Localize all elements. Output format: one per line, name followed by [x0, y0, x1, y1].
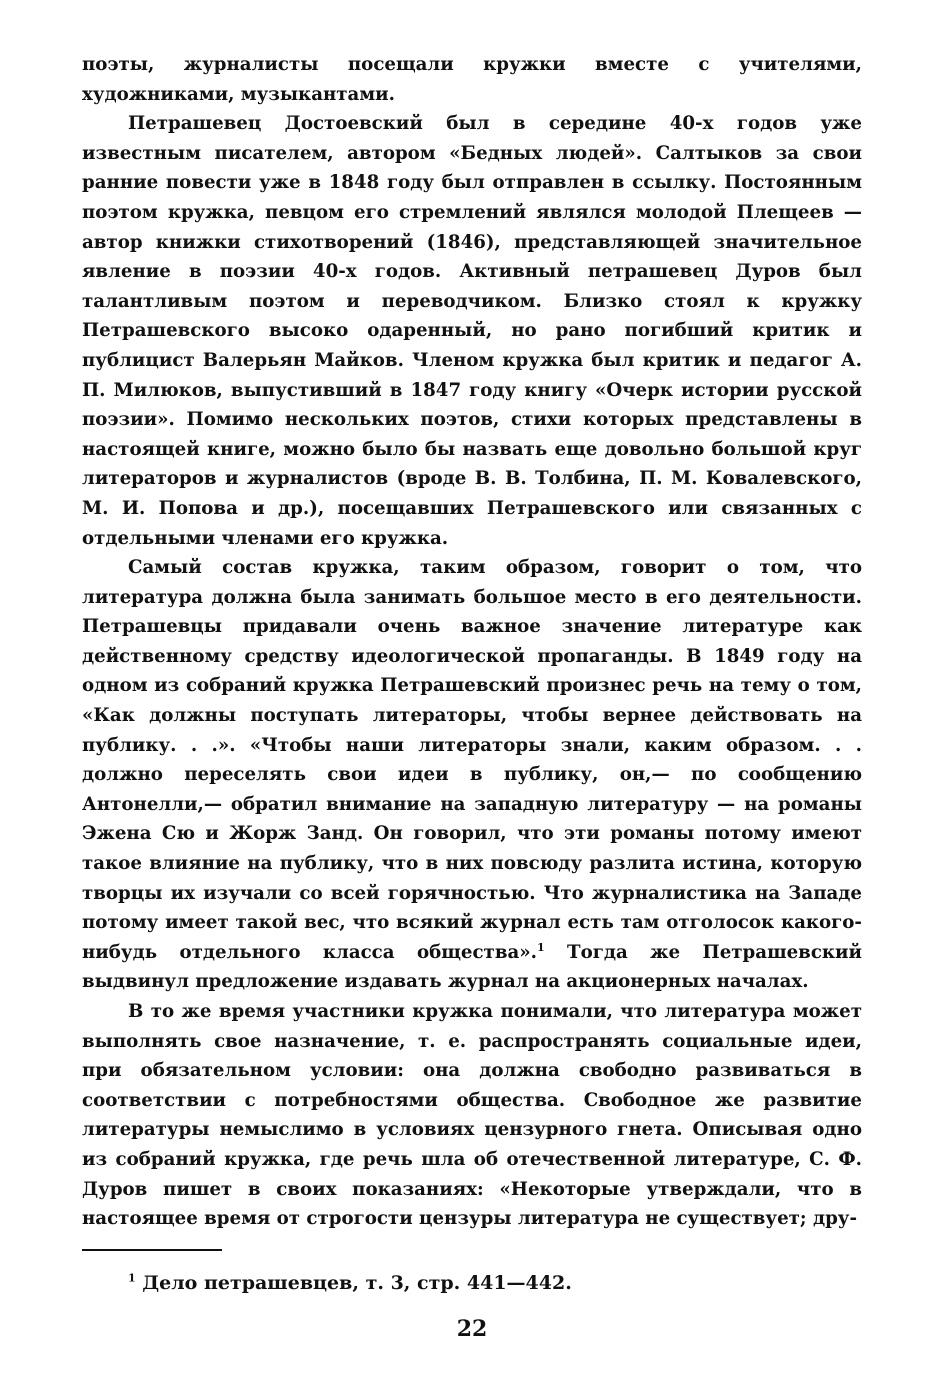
paragraph-censorship: В то же время участники кружка понимали, что литература может выполнять свое назначение, т. е. распространять социальные идеи, при обязательном условии: она должна свободно развиваться в соответствии с потребностями общества. Свободное же развитие литературы немыслимо в условиях цензурного гнета. Описывая одно из собраний кружка, где речь шла об отечественной литературе, С. Ф. Дуров пишет в своих показаниях: «Некоторые утверждали, что в настоящее время от строгости цензуры литература не существует; дру-: [82, 1001, 862, 1230]
footnote-marker: 1: [128, 1271, 136, 1285]
paragraph-continuation: поэты, журналисты посещали кружки вместе с учителями, художниками, музыкантами.: [82, 54, 862, 105]
footnote-reference: 1: [536, 940, 545, 954]
paragraph-literature-role-tail: Тогда же Петрашевский выдвинул предложение издавать журнал на акционерных началах.: [82, 941, 863, 993]
page-number: 22: [456, 1316, 488, 1342]
paragraph-literature-role: [82, 553, 862, 997]
page-body: [82, 50, 862, 1234]
paragraph-literature-role-text: Самый состав кружка, таким образом, говорит о том, что литература должна была занимать большое место в его деятельности. Петрашевцы придавали очень важное значение литературе как действенному средству идеологической пропаганды. В 1849 году на одном из собраний кружка Петрашевский произнес речь на тему о том, «Как должны поступать литераторы, чтобы вернее действовать на публику. . .». «Чтобы наши литераторы знали, каким образом. . . должно переселять свои идеи в публику, он,— по сообщению Антонелли,— обратил внимание на западную литературу — на романы Эжена Сю и Жорж Занд. Он говорил, что эти романы потому имеют такое влияние на публику, что в них повсюду разлита истина, которую творцы их изучали со всей горячностью. Что журналистика на Западе потому имеет такой вес, что всякий журнал есть там отголосок какого-нибудь отдельного класса общества».: [82, 557, 862, 963]
footnote-divider: [82, 1249, 222, 1251]
footnote: [128, 1269, 828, 1297]
footnote-text: Дело петрашевцев, т. 3, стр. 441—442.: [142, 1272, 572, 1294]
paragraph-petrashevtsy-writers: Петрашевец Достоевский был в середине 40-х годов уже известным писателем, автором «Бедных людей». Салтыков за свои ранние повести уже в 1848 году был отправлен в ссылку. Постоянным поэтом кружка, певцом его стремлений являлся молодой Плещеев — автор книжки стихотворений (1846), представляющей значительное явление в поэзии 40-х годов. Активный петрашевец Дуров был талантливым поэтом и переводчиком. Близко стоял к кружку Петрашевского высоко одаренный, но рано погибший критик и публицист Валерьян Майков. Членом кружка был критик и педагог А. П. Милюков, выпустивший в 1847 году книгу «Очерк истории русской поэзии». Помимо нескольких поэтов, стихи которых представлены в настоящей книге, можно было бы назвать еще довольно большой круг литераторов и журналистов (вроде В. В. Толбина, П. М. Ковалевского, М. И. Попова и др.), посещавших Петрашевского или связанных с отдельными членами его кружка.: [82, 113, 862, 549]
